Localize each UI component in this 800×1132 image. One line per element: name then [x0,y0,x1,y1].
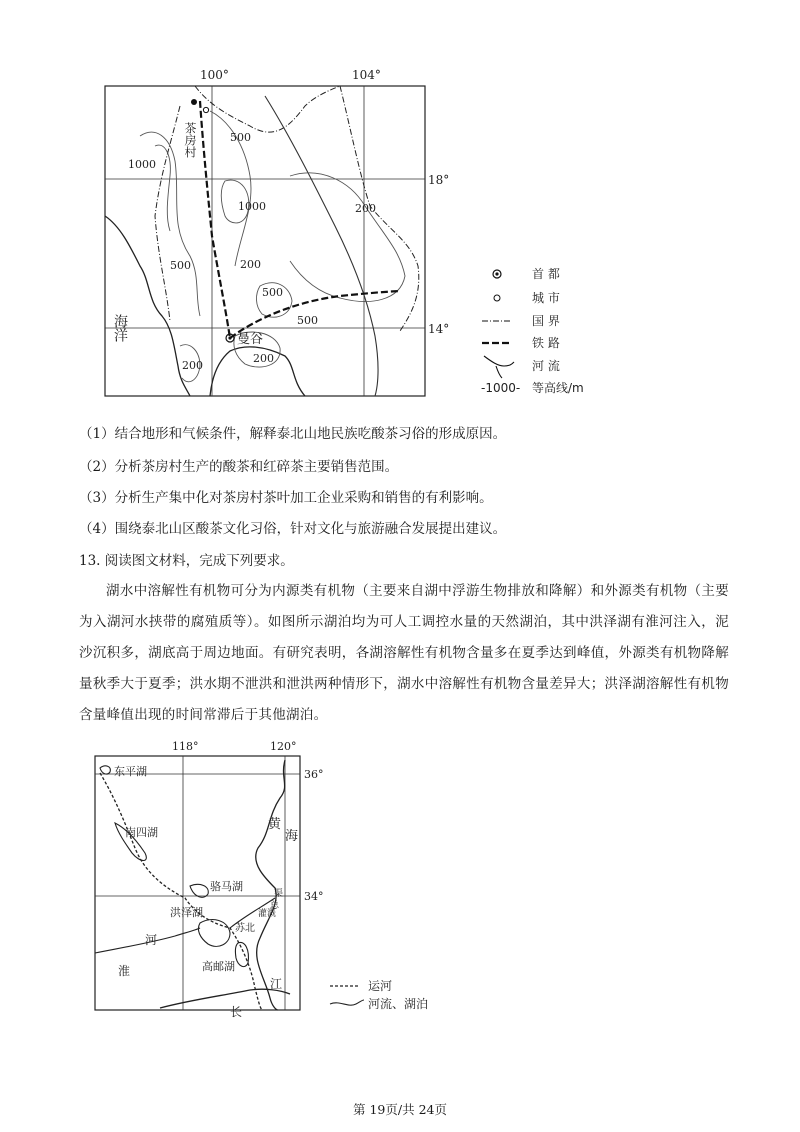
river-icon [484,356,514,378]
question-12-4: （4）围绕泰北山区酸茶文化习俗，针对文化与旅游融合发展提出建议。 [79,521,507,537]
legend-label-capital: 首 都 [532,267,560,281]
question-12-1: （1）结合地形和气候条件，解释泰北山地民族吃酸茶习俗的形成原因。 [79,426,507,442]
contour-label: 500 [230,131,251,144]
map2-lon-120: 120° [270,740,297,753]
map2-label-he: 河 [145,933,158,947]
contour-label: 200 [182,359,203,372]
map1-label-sea: 海洋 [112,314,128,342]
map2-lat-34: 34° [304,890,324,903]
legend-label-river: 河 流 [532,359,560,373]
river-lake-icon [330,1000,364,1005]
lon-label-100: 100° [200,68,229,82]
map1-label-bangkok: 曼谷 [237,332,264,347]
map2-lake-hongze [198,920,230,947]
map2-coastline [256,760,285,1010]
legend-label-border: 国 界 [532,314,560,328]
map2-label-huang: 黄 [268,817,282,832]
question-12-2: （2）分析茶房村生产的酸茶和红碎茶主要销售范围。 [79,459,399,475]
map2-lat-36: 36° [304,768,324,781]
map1-contour-1000-west [155,145,170,231]
lat-label-18: 18° [428,173,450,187]
map1-border-north [195,86,340,132]
legend-label-city: 城 市 [532,291,560,305]
question-13-paragraph: 湖水中溶解性有机物可分为内源类有机物（主要来自湖中浮游生物排放和降解）和外源类有机物（主要为入湖河水挟带的腐殖质等）。如图所示湖泊均为可人工调控水量的天然湖泊，其中洪泽湖有淮河注入，泥沙沉积多，湖底高于周边地面。有研究表明，各湖溶解性有机物含量多在夏季达到峰值，外源类有机物降解量秋季大于夏季；洪水期不泄洪和泄洪两种情形下，湖水中溶解性有机物含量差异大；洪泽湖溶解性有机物含量峰值出现的时间常滞后于其他湖泊。 [79,583,729,723]
question-12-3: （3）分析生产集中化对茶房村茶叶加工企业采购和销售的有利影响。 [79,490,493,506]
map1-city-marker [203,107,208,112]
map1-river-east [265,96,378,396]
map1-west-coast [105,216,190,396]
contour-label: 500 [262,286,283,299]
page-footer: 第 19页/共 24页 [353,1102,447,1117]
legend-label-river-lake: 河流、湖泊 [368,997,429,1011]
contour-label: 200 [253,352,274,365]
capital-icon [493,270,501,278]
map1-contour-200-east [290,173,405,302]
contour-label: 200 [240,258,261,271]
legend-label-contour: 等高线/m [532,381,584,395]
legend-label-canal: 运河 [368,979,393,993]
question-13-title: 13. 阅读图文材料，完成下列要求。 [79,553,294,569]
map1-label-chafang: 茶房村 [183,122,197,158]
map2-lon-118: 118° [172,740,199,753]
contour-label: 1000 [128,158,156,171]
contour-label: 200 [355,202,376,215]
map2-label-hongze: 洪泽湖 [170,906,203,919]
city-icon [494,295,500,301]
contour-label: 500 [170,259,191,272]
map2-label-hai: 海 [285,829,299,844]
lon-label-104: 104° [352,68,381,82]
map-thailand [100,66,740,406]
contour-icon: -1000- [481,381,521,395]
map2-label-dongping: 东平湖 [114,765,147,778]
contour-label: 1000 [238,200,266,213]
map2-label-qu: 渠 [274,889,284,899]
map2-label-zong: 总 [270,901,280,911]
map1-capital-dot [228,336,231,339]
map2-label-chang: 长 [230,1005,243,1019]
map1-legend [481,266,584,395]
map2-label-huai: 淮 [118,964,131,978]
lat-label-14: 14° [428,322,450,336]
map2-label-subei: 苏北 [235,923,255,934]
map2-label-jiang: 江 [270,977,283,991]
map-jiangsu-lakes [90,738,460,1028]
map1-city-chafang [191,99,197,105]
map2-lake-gaoyou [235,942,248,966]
map2-label-luoma: 骆马湖 [210,880,243,893]
map2-label-nansi: 南四湖 [125,826,158,839]
map2-label-guangai: 灌溉 [258,909,277,919]
legend-label-railway: 铁 路 [532,336,560,350]
map2-label-gaoyou: 高邮湖 [202,960,235,973]
map2-lake-luoma [190,884,208,897]
contour-label: 500 [297,314,318,327]
map2-lake-dongping [100,766,110,774]
